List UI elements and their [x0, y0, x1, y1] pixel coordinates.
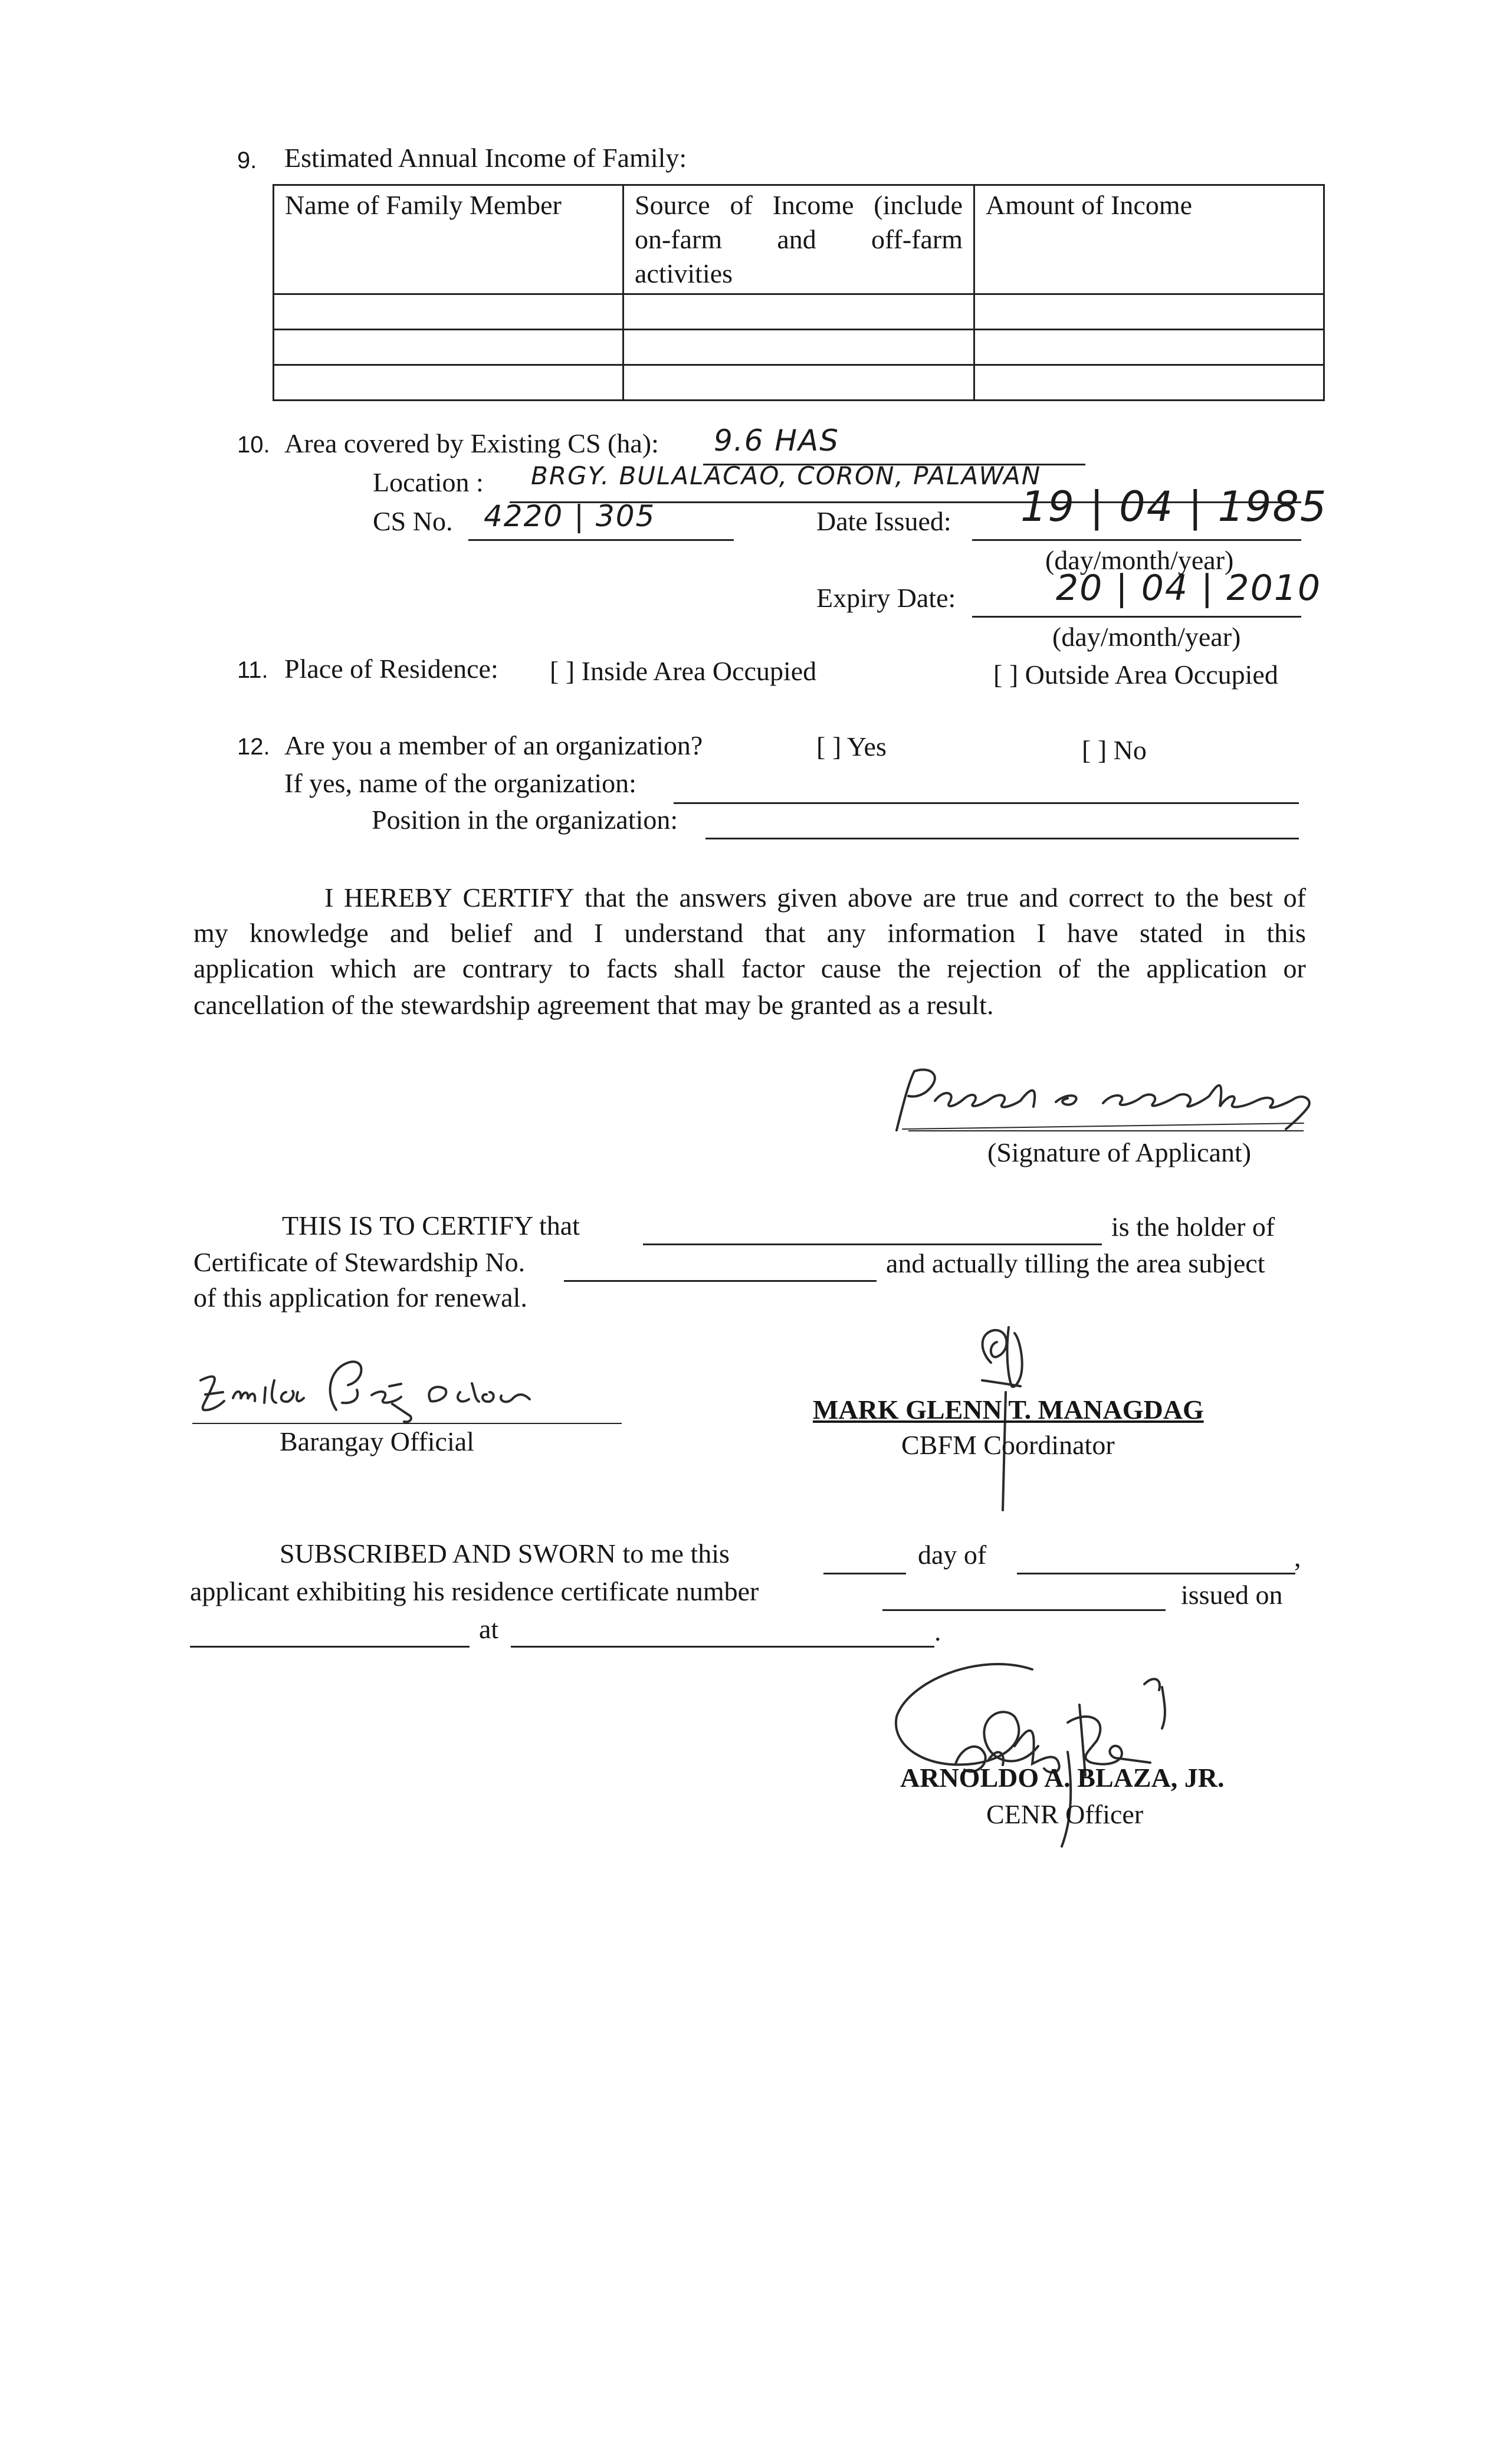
sworn-at-label: at — [479, 1614, 499, 1644]
expiry-date-format: (day/month/year) — [1052, 622, 1241, 652]
issued-on-date-line[interactable] — [190, 1646, 470, 1648]
stewardship-cert-end: and actually tilling the area subject — [886, 1248, 1265, 1278]
stewardship-cert-line[interactable] — [564, 1280, 877, 1282]
date-issued-line — [972, 539, 1301, 541]
sworn-period: . — [934, 1616, 941, 1646]
table-cell[interactable] — [274, 365, 623, 401]
barangay-signature-line — [192, 1423, 622, 1424]
certification-word: and — [1019, 882, 1058, 913]
certification-word: I — [593, 918, 603, 948]
certification-word: application — [1146, 953, 1267, 983]
certification-word: which — [330, 953, 397, 983]
inside-area-checkbox[interactable]: [ ] Inside Area Occupied — [550, 656, 817, 686]
certification-word: I — [1036, 918, 1046, 948]
outside-area-checkbox[interactable]: [ ] Outside Area Occupied — [993, 660, 1278, 690]
organization-position-label: Position in the organization: — [372, 805, 678, 835]
certification-word: or — [1283, 953, 1306, 983]
certification-word: belief — [450, 918, 513, 948]
cs-no-label: CS No. — [373, 506, 453, 536]
certification-word: contrary — [462, 953, 553, 983]
residence-cert-number-line[interactable] — [882, 1609, 1166, 1611]
table-row — [274, 330, 1324, 365]
item-number-12: 12. — [237, 734, 270, 760]
applicant-signature-caption: (Signature of Applicant) — [987, 1137, 1252, 1167]
certification-word: to — [569, 953, 590, 983]
organization-name-line[interactable] — [674, 802, 1299, 804]
location-label: Location : — [373, 467, 484, 497]
certification-word: information — [887, 918, 1016, 948]
date-issued-label: Date Issued: — [816, 506, 951, 536]
table-cell[interactable] — [274, 294, 623, 330]
certification-word: shall — [674, 953, 726, 983]
organization-no-checkbox[interactable]: [ ] No — [1082, 735, 1147, 765]
certification-word: the — [1097, 953, 1130, 983]
certification-word: have — [1067, 918, 1118, 948]
certification-word: rejection — [947, 953, 1042, 983]
stewardship-cert-label: Certificate of Stewardship No. — [193, 1247, 526, 1277]
certification-word: given — [777, 882, 838, 913]
location-value[interactable]: BRGY. BULALACAO, CORON, PALAWAN — [531, 461, 1042, 490]
expiry-date-value[interactable]: 20 | 04 | 2010 — [1056, 567, 1322, 609]
table-header-row — [274, 185, 1324, 294]
certification-text-line — [193, 952, 1306, 985]
table-cell[interactable] — [974, 294, 1324, 330]
certification-text-line — [193, 881, 1306, 914]
date-issued-format: (day/month/year) — [1045, 545, 1234, 575]
holder-certify-end: is the holder of — [1111, 1212, 1275, 1242]
sworn-text-line1b: day of — [918, 1540, 987, 1570]
certification-word: above — [848, 882, 913, 913]
certification-word: of — [1058, 953, 1081, 983]
certification-word: the — [897, 953, 931, 983]
holder-certify-line3: of this application for renewal. — [193, 1282, 527, 1313]
certification-word: correct — [1068, 882, 1144, 913]
sworn-text-line2b: issued on — [1181, 1580, 1283, 1610]
header-family-member: Name of Family Member — [274, 185, 623, 294]
header-amount-of-income: Amount of Income — [974, 185, 1324, 294]
certification-word: answers — [679, 882, 767, 913]
organization-yes-checkbox[interactable]: [ ] Yes — [816, 731, 887, 762]
certification-word: best — [1229, 882, 1274, 913]
sworn-day-line[interactable] — [823, 1573, 906, 1574]
table-cell[interactable] — [274, 330, 623, 365]
residence-label: Place of Residence: — [284, 654, 498, 684]
table-row — [274, 294, 1324, 330]
date-issued-value[interactable]: 19 | 04 | 1985 — [1020, 483, 1328, 531]
income-section-label: Estimated Annual Income of Family: — [284, 143, 687, 173]
certification-word: CERTIFY — [462, 882, 575, 913]
applicant-signature — [879, 1059, 1339, 1136]
certification-word: knowledge — [249, 918, 369, 948]
certification-word: and — [533, 918, 573, 948]
cs-no-line — [468, 539, 734, 541]
organization-position-line[interactable] — [705, 838, 1299, 839]
certification-word: understand — [624, 918, 744, 948]
organization-question: Are you a member of an organization? — [284, 730, 703, 760]
expiry-date-label: Expiry Date: — [816, 583, 956, 613]
certification-word: in — [1224, 918, 1246, 948]
item-number-11: 11. — [237, 657, 268, 683]
holder-certify-start: THIS IS TO CERTIFY that — [282, 1210, 580, 1241]
table-cell[interactable] — [974, 365, 1324, 401]
certification-word: I — [324, 882, 334, 913]
certification-text-line — [193, 917, 1306, 950]
certification-word: the — [1186, 882, 1219, 913]
sworn-text-line2a: applicant exhibiting his residence certificate number — [190, 1576, 759, 1606]
area-covered-label: Area covered by Existing CS (ha): — [284, 428, 659, 458]
certification-text-last-line: cancellation of the stewardship agreement that may be granted as a result. — [193, 990, 994, 1020]
certification-word: any — [826, 918, 867, 948]
certification-word: of — [1283, 882, 1306, 913]
table-cell[interactable] — [623, 294, 974, 330]
certification-word: facts — [606, 953, 658, 983]
cenro-name: ARNOLDO A. BLAZA, JR. — [900, 1763, 1225, 1793]
coordinator-name: MARK GLENN T. MANAGDAG — [813, 1395, 1204, 1425]
item-number-10: 10. — [237, 432, 270, 458]
certification-word: stated — [1140, 918, 1203, 948]
table-row — [274, 365, 1324, 401]
certification-word: are — [412, 953, 447, 983]
table-cell[interactable] — [623, 330, 974, 365]
family-income-table — [273, 184, 1325, 401]
certification-word: factor — [741, 953, 805, 983]
sworn-text-line1a: SUBSCRIBED AND SWORN to me this — [280, 1538, 730, 1569]
issued-at-place-line[interactable] — [511, 1646, 934, 1648]
header-source-of-income: Source of Income (include on-farm and off-farm activities — [623, 185, 974, 294]
coordinator-title: CBFM Coordinator — [901, 1430, 1115, 1460]
organization-name-label: If yes, name of the organization: — [284, 768, 636, 798]
certification-word: to — [1154, 882, 1176, 913]
certification-word: application — [193, 953, 314, 983]
barangay-official-signature — [177, 1333, 625, 1433]
certification-word: my — [193, 918, 228, 948]
holder-name-line[interactable] — [643, 1244, 1102, 1245]
cenro-title: CENR Officer — [986, 1799, 1144, 1829]
certification-word: true — [966, 882, 1009, 913]
area-value[interactable]: 9.6 HAS — [714, 424, 839, 458]
expiry-date-line — [972, 616, 1301, 618]
cs-no-value[interactable]: 4220 | 305 — [484, 499, 656, 533]
certification-word: that — [764, 918, 806, 948]
barangay-official-caption: Barangay Official — [280, 1426, 474, 1456]
sworn-comma: , — [1294, 1542, 1301, 1572]
certification-word: and — [389, 918, 429, 948]
table-cell[interactable] — [623, 365, 974, 401]
applicant-signature-line — [908, 1130, 1304, 1131]
certification-word: that — [585, 882, 626, 913]
certification-word: this — [1266, 918, 1306, 948]
certification-word: are — [923, 882, 956, 913]
item-number-9: 9. — [237, 147, 257, 173]
certification-word: HEREBY — [343, 882, 452, 913]
sworn-month-line[interactable] — [1017, 1573, 1295, 1574]
certification-word: the — [635, 882, 669, 913]
certification-word: cause — [821, 953, 881, 983]
table-cell[interactable] — [974, 330, 1324, 365]
